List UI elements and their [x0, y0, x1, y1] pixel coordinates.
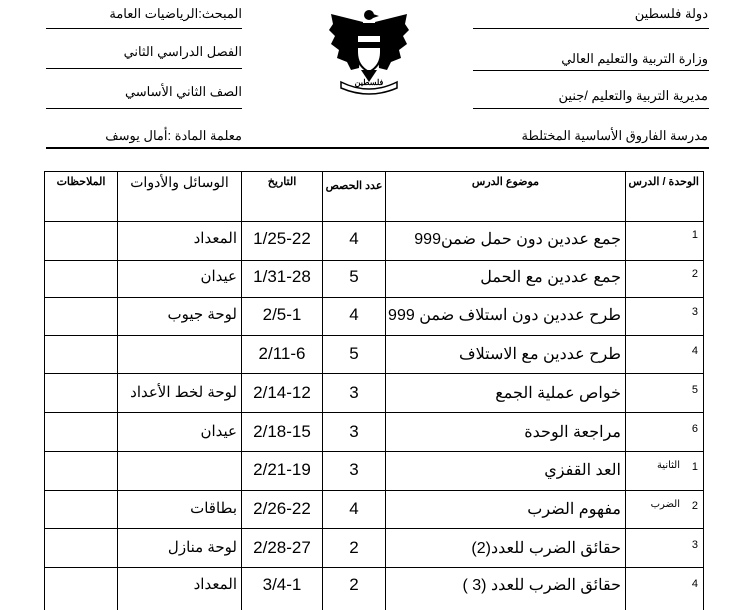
row-number: 4 [691, 578, 698, 590]
lesson-topic: حقائق الضرب للعدد (3 ) [462, 577, 621, 594]
header-rule [473, 70, 709, 71]
table-border [44, 171, 704, 172]
row-separator [44, 335, 704, 336]
header-topic: موضوع الدرس [471, 176, 540, 188]
session-count: 4 [349, 499, 359, 518]
lesson-topic: جمع عددين دون حمل ضمن999 [414, 231, 621, 248]
lesson-topic: طرح عددين دون استلاف ضمن 999 [388, 307, 621, 324]
header-school: مدرسة الفاروق الأساسية المختلطة [521, 128, 708, 143]
header-subject: المبحث:الرياضيات العامة [109, 6, 242, 21]
header-semester: الفصل الدراسي الثاني [123, 44, 242, 59]
session-count: 3 [349, 422, 359, 441]
lesson-date: 2/11-6 [258, 344, 306, 363]
column-separator [44, 171, 45, 610]
table-border [44, 221, 704, 222]
lesson-topic: مفهوم الضرب [527, 501, 621, 518]
header-rule [46, 108, 242, 109]
header-bottom-rule [46, 147, 709, 149]
row-separator [44, 490, 704, 491]
column-separator [117, 171, 118, 610]
header-teacher: معلمة المادة :أمال يوسف [105, 128, 242, 143]
session-count: 4 [349, 305, 359, 324]
row-separator [44, 412, 704, 413]
lesson-topic: خواص عملية الجمع [495, 385, 621, 402]
lesson-date: 2/14-12 [253, 383, 311, 402]
row-number: 5 [691, 384, 698, 396]
lesson-topic: جمع عددين مع الحمل [480, 269, 621, 286]
lesson-date: 2/28-27 [253, 538, 311, 557]
lesson-date: 2/18-15 [253, 422, 311, 441]
row-number: 4 [691, 345, 698, 357]
row-separator [44, 567, 704, 568]
row-number: 6 [691, 423, 698, 435]
row-separator [44, 260, 704, 261]
column-separator [625, 171, 626, 610]
header-date: التاريخ [267, 176, 297, 188]
header-country: دولة فلسطين [634, 6, 708, 21]
lesson-date: 2/26-22 [253, 499, 311, 518]
lesson-tools: المعداد [193, 230, 237, 247]
lesson-topic: مراجعة الوحدة [524, 424, 621, 441]
session-count: 3 [349, 460, 359, 479]
lesson-date: 3/4-1 [262, 575, 302, 594]
lesson-tools: عيدان [200, 268, 237, 285]
emblem-caption: فلسطين [354, 78, 384, 87]
row-number: 1 [691, 229, 698, 241]
header-unit: الوحدة / الدرس [628, 176, 699, 188]
lesson-topic: طرح عددين مع الاستلاف [459, 346, 621, 363]
row-number: 1 [691, 461, 698, 473]
header-rule [46, 68, 242, 69]
lesson-tools: لوحة جيوب [167, 306, 237, 323]
header-rule [473, 108, 709, 109]
header-rule [473, 28, 709, 29]
column-separator [703, 171, 704, 610]
header-directorate: مديرية التربية والتعليم /جنين [558, 88, 708, 103]
header-tools: الوسائل والأدوات [130, 174, 229, 190]
unit-label: الضرب [650, 499, 680, 510]
column-separator [385, 171, 386, 610]
header-grade: الصف الثاني الأساسي [124, 84, 242, 99]
lesson-tools: لوحة لخط الأعداد [130, 384, 237, 401]
lesson-topic: العد القفزي [544, 462, 621, 479]
lesson-tools: المعداد [193, 576, 237, 593]
session-count: 5 [349, 267, 359, 286]
session-count: 2 [349, 538, 359, 557]
lesson-date: 1/25-22 [253, 229, 311, 248]
session-count: 5 [349, 344, 359, 363]
lesson-date: 2/5-1 [262, 305, 302, 324]
session-count: 2 [349, 575, 359, 594]
row-number: 3 [691, 539, 698, 551]
row-number: 2 [691, 500, 698, 512]
row-number: 2 [691, 268, 698, 280]
lesson-tools: لوحة منازل [167, 539, 237, 556]
row-separator [44, 451, 704, 452]
session-count: 3 [349, 383, 359, 402]
unit-label: الثانية [656, 460, 680, 471]
lesson-tools: بطاقات [190, 500, 237, 517]
lesson-topic: حقائق الضرب للعدد(2) [471, 540, 621, 557]
row-separator [44, 297, 704, 298]
row-separator [44, 373, 704, 374]
header-notes: الملاحظات [56, 176, 106, 188]
header-rule [46, 28, 242, 29]
lesson-tools: عيدان [200, 423, 237, 440]
session-count: 4 [349, 229, 359, 248]
row-separator [44, 528, 704, 529]
header-ministry: وزارة التربية والتعليم العالي [561, 51, 708, 66]
row-number: 3 [691, 306, 698, 318]
lesson-date: 1/31-28 [253, 267, 311, 286]
lesson-date: 2/21-19 [253, 460, 311, 479]
header-count: عدد الحصص [325, 180, 383, 192]
